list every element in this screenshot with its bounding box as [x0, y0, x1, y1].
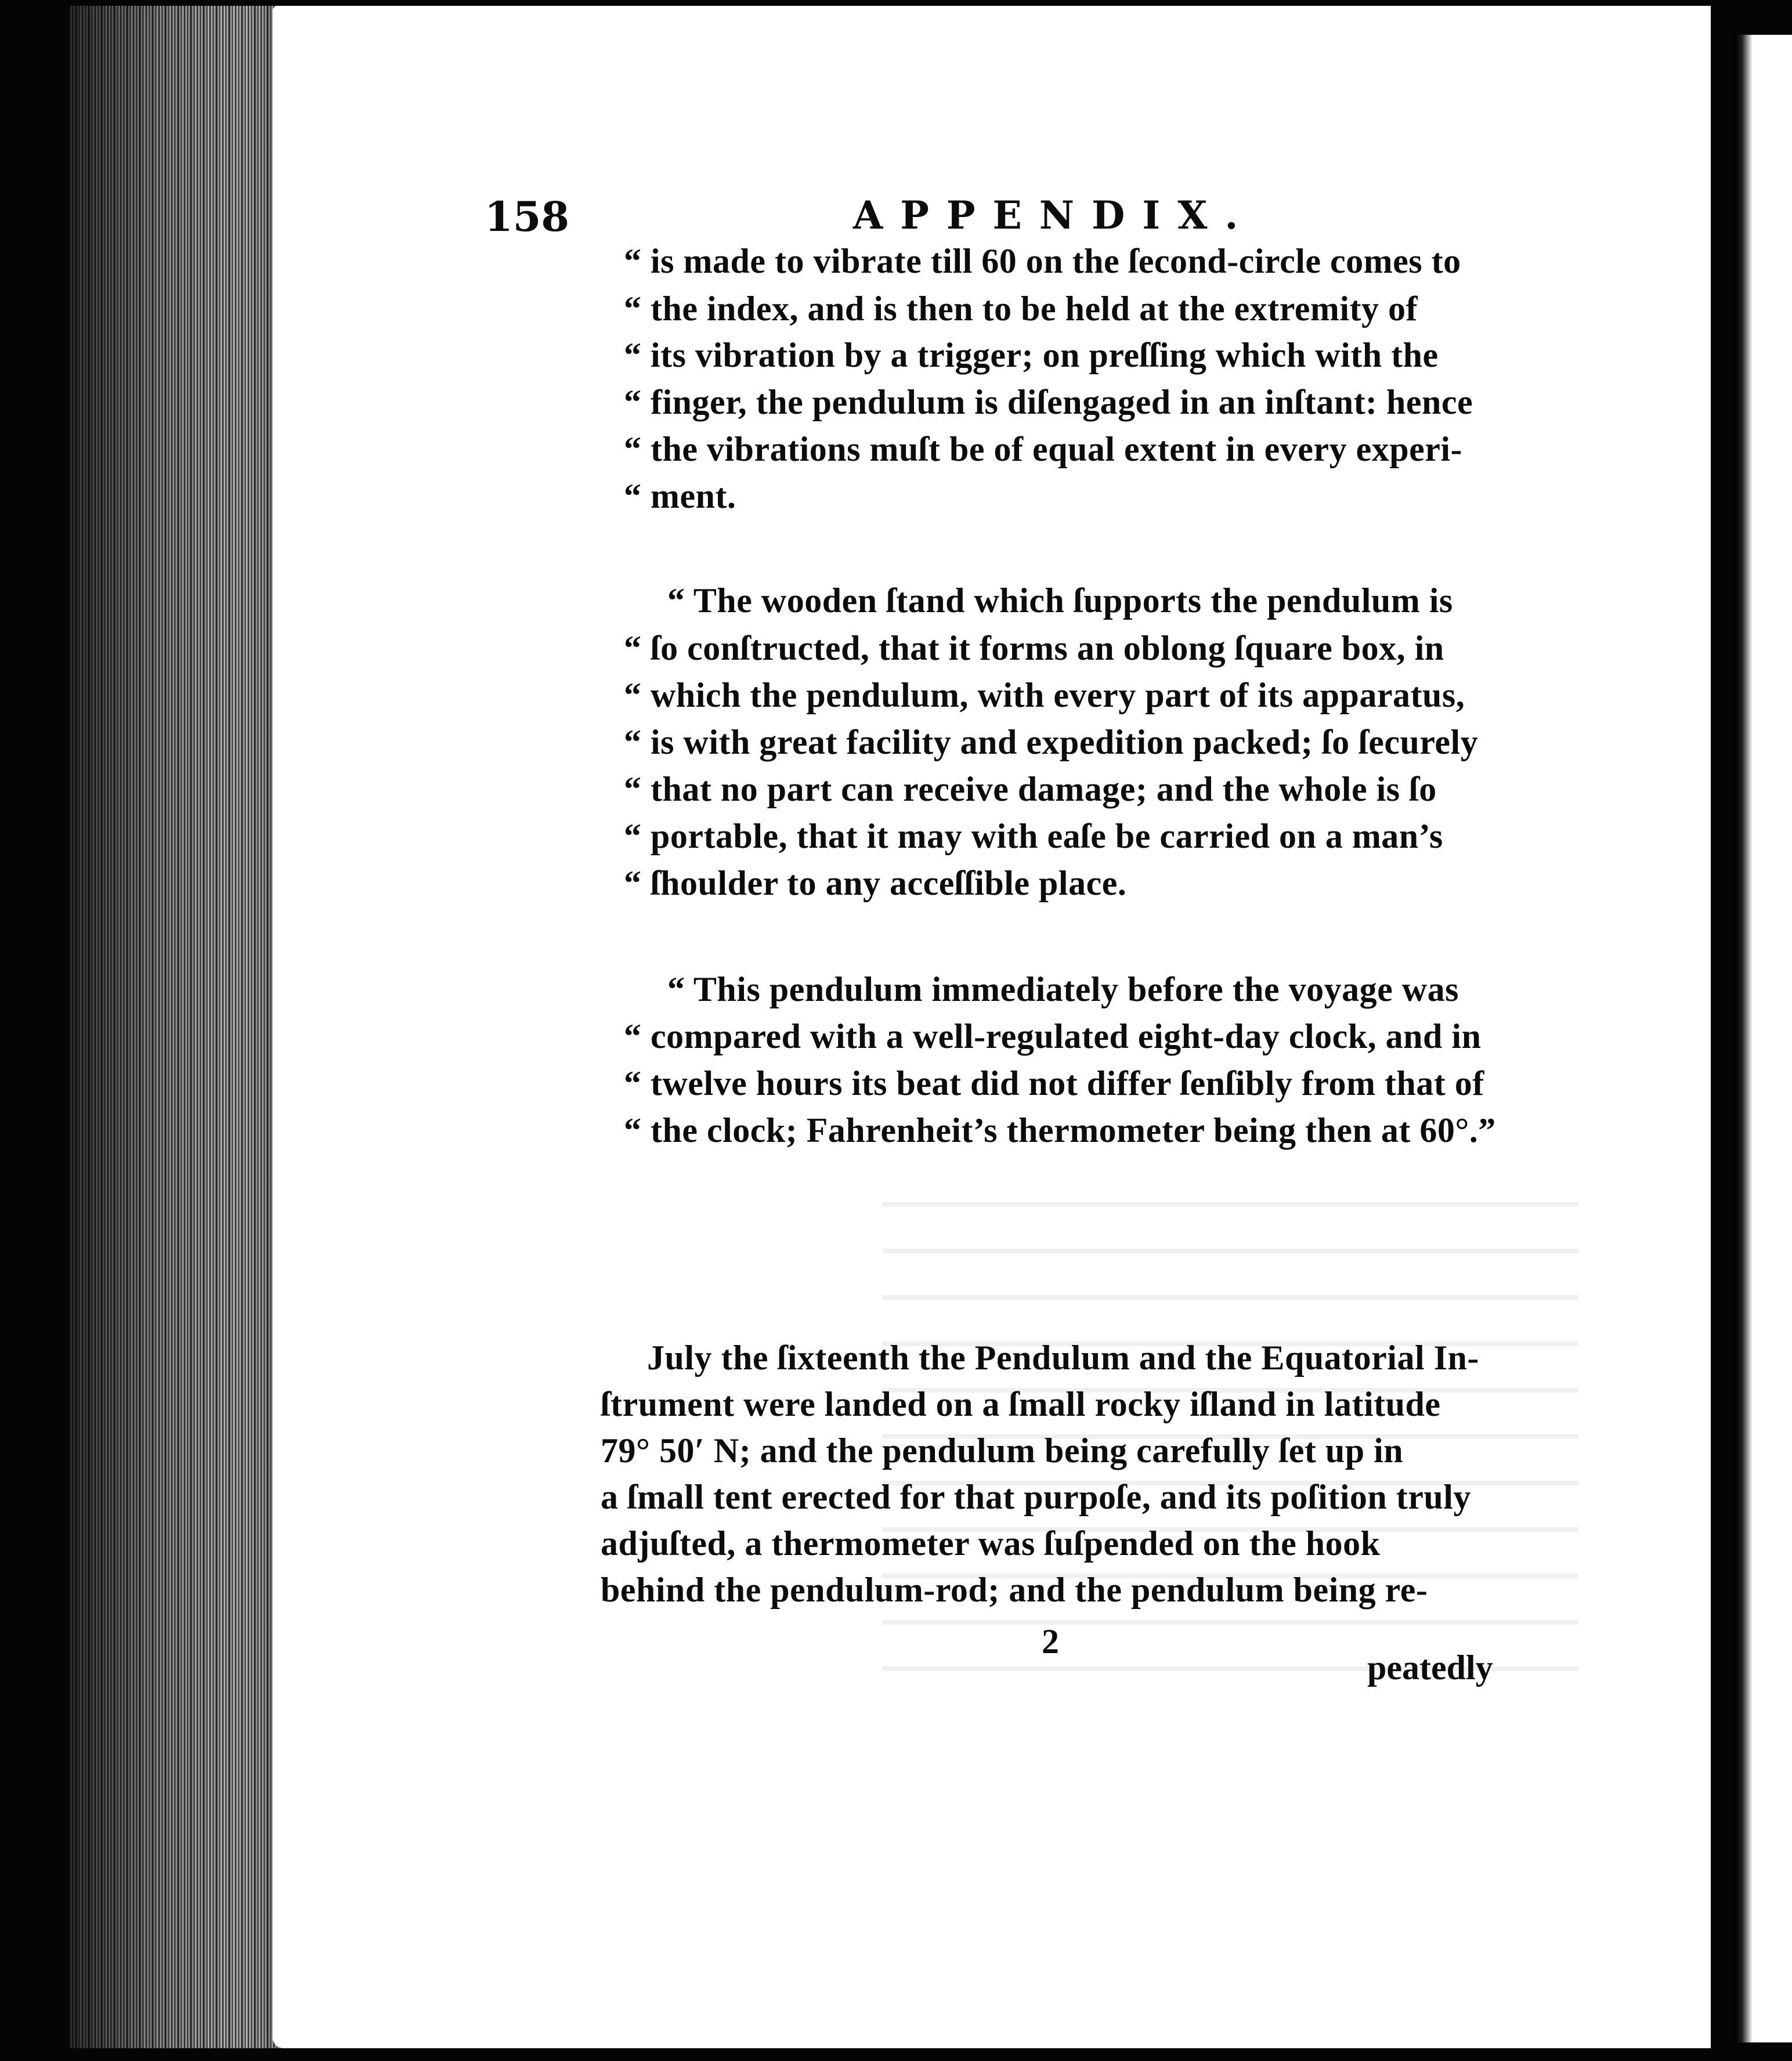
quote-line: “ portable, that it may with eaſe be carried on a man’s [624, 817, 1443, 855]
quote-line: “ which the pendulum, with every part of its apparatus, [624, 676, 1465, 714]
catchword: peatedly [1367, 1648, 1493, 1687]
quote-line: “ ment. [624, 477, 736, 515]
quote-line: “ that no part can receive damage; and the whole is ſo [624, 770, 1437, 808]
signature-mark: 2 [1042, 1622, 1059, 1661]
book-page [273, 6, 1711, 2048]
quote-line: “ the clock; Fahrenheit’s thermometer being then at 60°.” [624, 1111, 1496, 1149]
quote-line: “ compared with a well-regulated eight-day clock, and in [624, 1017, 1482, 1055]
running-title: APPENDIX. [853, 193, 1256, 238]
quote-line: “ finger, the pendulum is diſengaged in an inſtant: hence [624, 383, 1473, 421]
quote-line: “ its vibration by a trigger; on preſſing which with the [624, 336, 1439, 374]
quote-line: “ twelve hours its beat did not differ ſenſibly from that of [624, 1064, 1484, 1102]
body-line: ſtrument were landed on a ſmall rocky iſland in latitude [601, 1385, 1441, 1423]
page-number: 158 [485, 193, 570, 241]
quote-line: “ the index, and is then to be held at the extremity of [624, 290, 1418, 328]
quote-line: “ This pendulum immediately before the voyage was [667, 970, 1459, 1008]
body-line: July the ſixteenth the Pendulum and the Equatorial In- [647, 1339, 1479, 1377]
facing-page-gutter [1735, 35, 1753, 2042]
body-line: behind the pendulum-rod; and the pendulum being re- [601, 1571, 1428, 1609]
quote-line: “ The wooden ſtand which ſupports the pendulum is [667, 581, 1453, 620]
quote-line: “ ſo conſtructed, that it forms an oblong ſquare box, in [624, 629, 1444, 667]
body-line: 79° 50′ N; and the pendulum being carefully ſet up in [601, 1431, 1404, 1470]
quote-line: “ is with great facility and expedition packed; ſo ſecurely [624, 723, 1479, 761]
quote-line: “ ſhoulder to any acceſſible place. [624, 864, 1127, 902]
quote-line: “ the vibrations muſt be of equal extent in every experi- [624, 430, 1462, 468]
gutter-shadow [70, 6, 302, 2048]
body-line: a ſmall tent erected for that purpoſe, and its poſition truly [601, 1478, 1471, 1516]
quote-line: “ is made to vibrate till 60 on the ſecond-circle comes to [624, 242, 1461, 280]
body-line: adjuſted, a thermometer was ſuſpended on the hook [601, 1524, 1381, 1563]
